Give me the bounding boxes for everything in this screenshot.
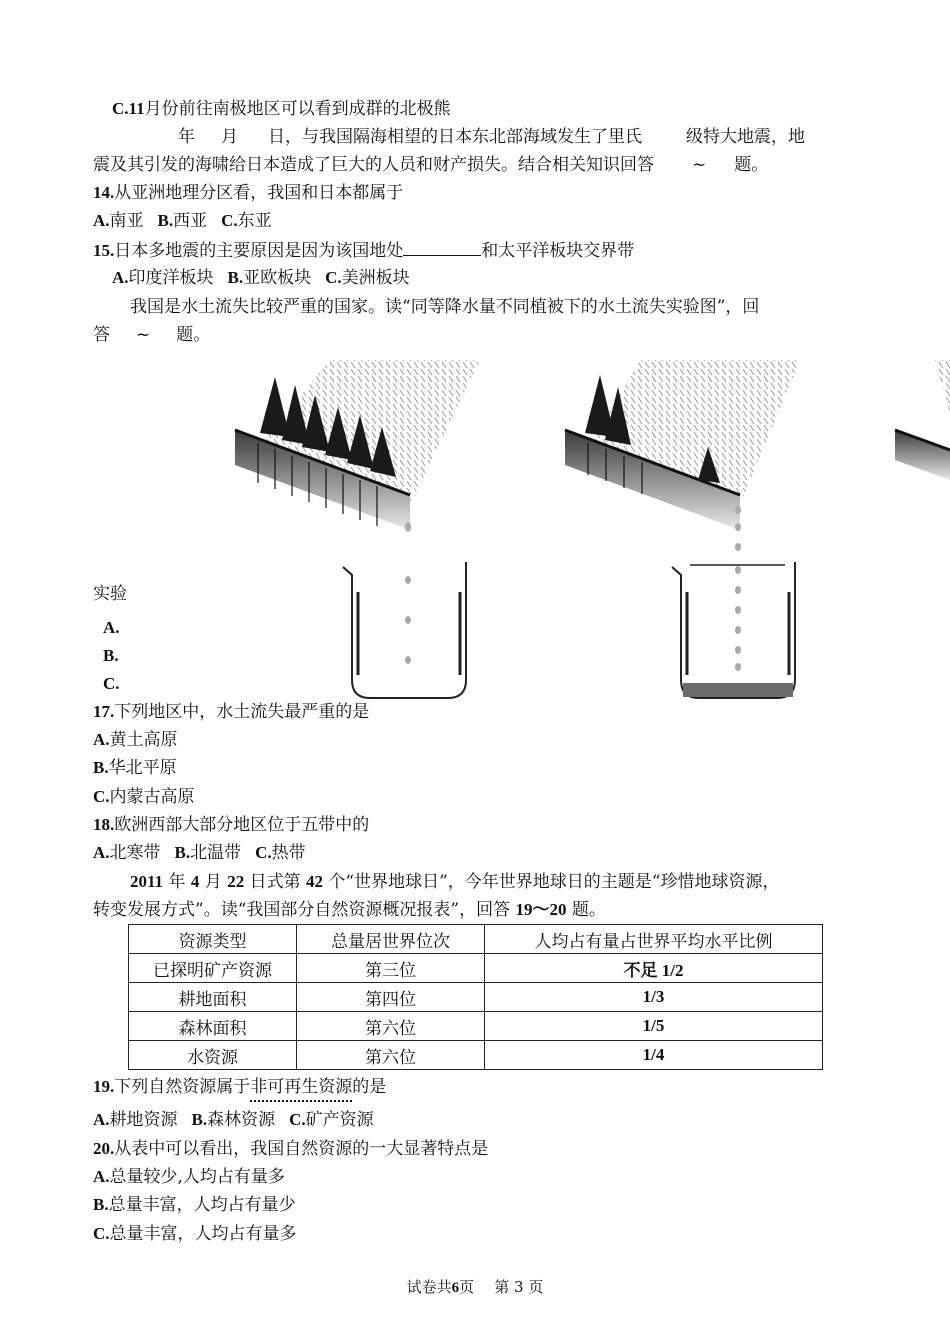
q18-option-c: C.热带 (255, 843, 306, 863)
q20-option-b: B.总量丰富，人均占有量少 (93, 1195, 296, 1215)
q18-option-a: A.北寒带 (93, 843, 161, 863)
answer-blank (403, 239, 481, 256)
table-cell: 1/5 (485, 1012, 823, 1041)
table-row (129, 1012, 823, 1041)
q14-option-c: C.东亚 (221, 211, 272, 231)
q13-option-c: C.11月份前往南极地区可以看到成群的北极熊 (112, 99, 451, 119)
q17-option-a: A.黄土高原 (93, 730, 178, 750)
table-cell: 水资源 (129, 1041, 297, 1070)
q19-option-b: B.森林资源 (191, 1110, 276, 1130)
table-cell: 第六位 (297, 1012, 485, 1041)
slope-soil (895, 430, 950, 480)
q17-stem: 17.下列地区中，水土流失最严重的是 (93, 702, 370, 722)
q19-options (93, 1109, 374, 1131)
sediment-layer (683, 683, 793, 697)
q17-option-c: C.内蒙古高原 (93, 787, 195, 807)
q14-option-b: B.西亚 (157, 211, 208, 231)
q20-option-c: C.总量丰富，人均占有量多 (93, 1224, 297, 1244)
q14-options (93, 210, 272, 232)
q20-option-a: A.总量较少,人均占有量多 (93, 1167, 285, 1187)
table-cell: 森林面积 (129, 1012, 297, 1041)
intro-earth-day-line2: 转变发展方式”。读“我国部分自然资源概况报表”，回答 19～20 题。 (93, 900, 606, 920)
q16-option-b-fragment: B. (103, 646, 119, 665)
table-header: 资源类型 (129, 925, 297, 954)
resource-table (128, 924, 823, 1070)
panel-forest-dense (235, 360, 480, 698)
table-cell: 已探明矿产资源 (129, 954, 297, 983)
intro-earth-day-line1: 2011 年 4 月 22 日式第 42 个“世界地球日”，今年世界地球日的主题是“珍惜地球资源， (130, 872, 780, 892)
q18-stem: 18.欧洲西部大部分地区位于五带中的 (93, 815, 370, 835)
q16-option-a-fragment: A. (103, 618, 120, 637)
table-header-row (129, 925, 823, 954)
q16-stem-fragment: 实验 (93, 584, 127, 604)
table-cell: 第四位 (297, 983, 485, 1012)
q15-option-a: A.印度洋板块 (112, 268, 214, 288)
table-row (129, 1041, 823, 1070)
intro-erosion-line1: 我国是水土流失比较严重的国家。读“同等降水量不同植被下的水土流失实验图”，回 (130, 297, 760, 317)
q19-stem: 19.下列自然资源属于非可再生资源的是 (93, 1077, 387, 1097)
q14-stem: 14.从亚洲地理分区看，我国和日本都属于 (93, 183, 404, 203)
water-drops (735, 506, 741, 671)
water-drops (405, 522, 411, 664)
q20-stem: 20.从表中可以看出，我国自然资源的一大显著特点是 (93, 1139, 489, 1159)
q15-option-b: B.亚欧板块 (227, 268, 312, 288)
table-cell: 第三位 (297, 954, 485, 983)
intro-erosion-line2: 答 ~ 题。 (93, 325, 211, 345)
q14-option-a: A.南亚 (93, 211, 144, 231)
q15-options (112, 267, 410, 289)
table-row (129, 954, 823, 983)
q18-option-b: B.北温带 (174, 843, 242, 863)
panel-bare-slope-partial (895, 360, 950, 480)
table-cell: 不足 1/2 (485, 954, 823, 983)
q19-option-a: A.耕地资源 (93, 1110, 178, 1130)
beaker-icon (343, 562, 466, 698)
intro-earthquake-line2: 震及其引发的海啸给日本造成了巨大的人员和财产损失。结合相关知识回答 ~ 题。 (93, 155, 769, 175)
intro-earthquake-line1: 年 月 日，与我国隔海相望的日本东北部海域发生了里氏 级特大地震，地 (178, 127, 805, 147)
rain-area (935, 360, 950, 415)
table-cell: 第六位 (297, 1041, 485, 1070)
q15-stem: 15.日本多地震的主要原因是因为该国地处 和太平洋板块交界带 (93, 241, 635, 261)
q18-options (93, 842, 306, 864)
panel-forest-sparse (565, 360, 800, 698)
table-cell: 1/4 (485, 1041, 823, 1070)
erosion-experiment-figure (0, 355, 950, 700)
q17-option-b: B.华北平原 (93, 758, 177, 778)
table-cell: 耕地面积 (129, 983, 297, 1012)
table-header: 总量居世界位次 (297, 925, 485, 954)
table-header: 人均占有量占世界平均水平比例 (485, 925, 823, 954)
page-footer: 试卷共6页 第 3 页 (406, 1278, 544, 1296)
table-cell: 1/3 (485, 983, 823, 1012)
q19-option-c: C.矿产资源 (289, 1110, 374, 1130)
q15-option-c: C.美洲板块 (325, 268, 410, 288)
q16-option-c-fragment: C. (103, 674, 120, 693)
emphasis-text: 非可再生资源 (250, 1077, 353, 1097)
beaker-icon (672, 562, 795, 698)
table-row (129, 983, 823, 1012)
